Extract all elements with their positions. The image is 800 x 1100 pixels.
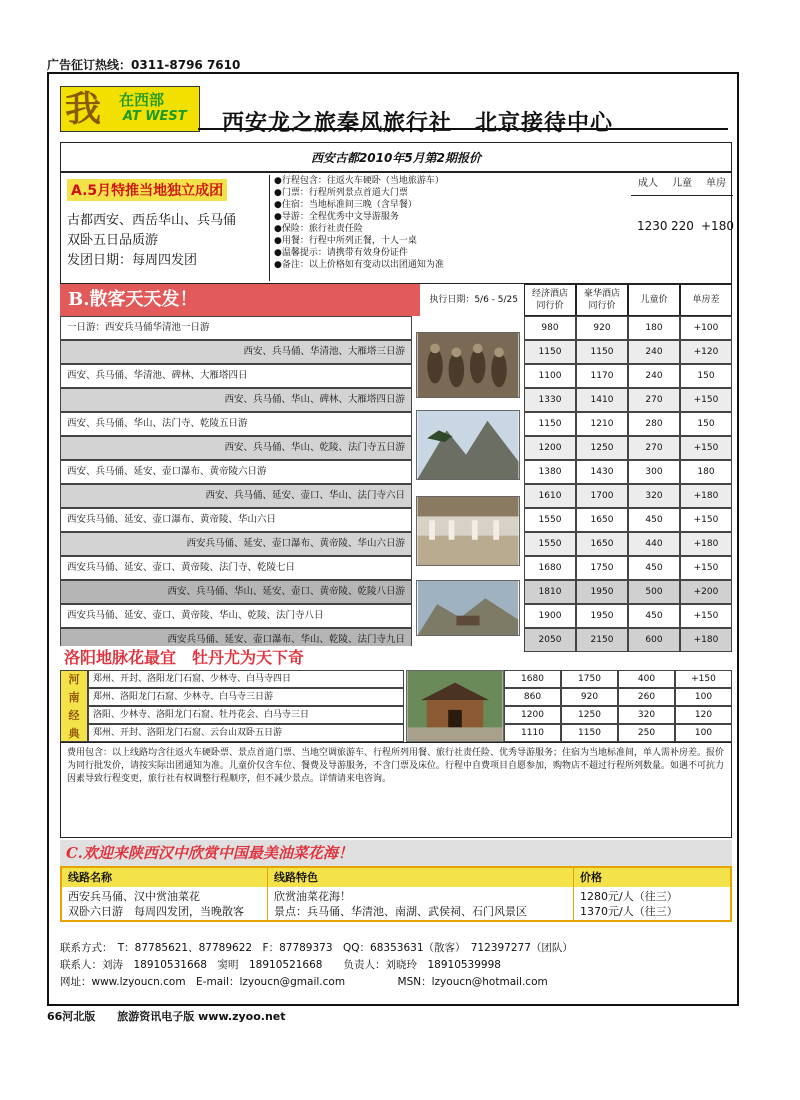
route-price-cell: +150	[680, 604, 732, 628]
route-price-col	[574, 868, 730, 920]
note-line: ●门票：行程所列景点首道大门票	[274, 188, 408, 198]
route-feature-head: 线路特色	[268, 868, 573, 887]
price-adult: 1230	[637, 219, 668, 233]
note-line: ●备注：以上价格如有变动以出团通知为准	[274, 260, 444, 270]
luoyang-title: 洛阳地脉花最宜 牡丹尤为天下奇	[60, 646, 420, 670]
route-row: 西安、兵马俑、华山、碑林、大雁塔四日游	[60, 388, 412, 412]
route-price-cell: 980	[524, 316, 576, 340]
issue-banner: 西安古都2010年5月第2期报价	[60, 142, 732, 172]
at-west-logo	[60, 86, 200, 132]
luoyang-price-cell: 320	[618, 706, 675, 724]
route-name-line: 西安兵马俑、汉中赏油菜花	[68, 890, 200, 903]
route-row: 一日游：西安兵马俑华清池一日游	[60, 316, 412, 340]
section-a-lines	[67, 211, 236, 271]
section-b-date: 执行日期：5/6 - 5/25	[429, 295, 518, 305]
route-row: 西安兵马俑、延安、壶口瀑布、黄帝陵、华山六日游	[60, 532, 412, 556]
route-price-cell: 1330	[524, 388, 576, 412]
contact-line: 网址：www.lzyoucn.com E-mail：lzyoucn@gmail.com MSN：lzyoucn@hotmail.com	[60, 976, 548, 988]
luoyang-route-row: 郑州、洛阳龙门石窟、少林寺、白马寺三日游	[88, 688, 404, 706]
luoyang-price-cell: 920	[561, 688, 618, 706]
route-price-cell: 1380	[524, 460, 576, 484]
route-price-cell: 600	[628, 628, 680, 652]
side-char: 河	[68, 673, 80, 686]
route-price-cell: +200	[680, 580, 732, 604]
route-price-cell: +120	[680, 340, 732, 364]
route-feature-line: 景点：兵马俑、华清池、南湖、武侯祠、石门风景区	[274, 905, 527, 918]
route-price-cell: 240	[628, 340, 680, 364]
route-price-cell: 1200	[524, 436, 576, 460]
luoyang-price-cell: 1250	[561, 706, 618, 724]
note-line: ●用餐：行程中所列正餐，十人一桌	[274, 236, 417, 246]
route-row: 西安兵马俑、延安、壶口、黄帝陵、华山、乾陵、法门寺八日	[60, 604, 412, 628]
route-price-cell: 500	[628, 580, 680, 604]
route-price-cell: 2050	[524, 628, 576, 652]
logo-char: 我	[65, 88, 102, 130]
terracotta-photo	[416, 332, 520, 398]
waterfall-photo	[416, 496, 520, 566]
ad-hotline: 广告征订热线：0311-8796 7610	[47, 58, 241, 72]
route-price-cell: 1550	[524, 508, 576, 532]
route-price-cell: 150	[680, 364, 732, 388]
note-line: ●行程包含：往返火车硬卧（当地旅游车）	[274, 176, 444, 186]
route-price-cell: 450	[628, 556, 680, 580]
route-row: 西安、兵马俑、华山、延安、壶口、黄帝陵、乾陵八日游	[60, 580, 412, 604]
route-row: 西安、兵马俑、华山、乾陵、法门寺五日游	[60, 436, 412, 460]
route-price-cell: 1150	[524, 340, 576, 364]
luoyang-price-cell: 100	[675, 724, 732, 742]
side-char: 南	[68, 691, 80, 704]
route-row: 西安兵马俑、延安、壶口瀑布、黄帝陵、华山六日	[60, 508, 412, 532]
route-price-cell: +150	[680, 508, 732, 532]
route-price-cell: 440	[628, 532, 680, 556]
contact-info	[60, 940, 732, 991]
route-name-col	[62, 868, 268, 920]
route-price-head: 价格	[574, 868, 730, 887]
route-price-cell: 240	[628, 364, 680, 388]
luoyang-price-cell: 250	[618, 724, 675, 742]
head-child: 儿童价	[628, 284, 680, 316]
route-price-cell: 270	[628, 436, 680, 460]
luoyang-route-row: 郑州、开封、洛阳龙门石窟、云台山双卧五日游	[88, 724, 404, 742]
price-child: 220	[671, 219, 694, 233]
price-single: +180	[701, 219, 734, 233]
route-price-line: 1280元/人（往三）	[580, 890, 678, 903]
route-price-cell: 1950	[576, 580, 628, 604]
route-price-cell: +180	[680, 484, 732, 508]
route-price-cell: 1700	[576, 484, 628, 508]
route-price-cell: 1810	[524, 580, 576, 604]
route-row: 西安兵马俑、延安、壶口瀑布、华山、乾陵、法门寺九日	[60, 628, 412, 652]
route-price-cell: 320	[628, 484, 680, 508]
route-row: 西安、兵马俑、华清池、大雁塔三日游	[60, 340, 412, 364]
side-char: 典	[68, 727, 80, 740]
route-row: 西安、兵马俑、华清池、碑林、大雁塔四日	[60, 364, 412, 388]
luoyang-price-cell: 400	[618, 670, 675, 688]
head-economy: 经济酒店 同行价	[524, 284, 576, 316]
route-price-cell: 280	[628, 412, 680, 436]
route-price-cell: 1900	[524, 604, 576, 628]
route-price-cell: 1650	[576, 508, 628, 532]
route-price-cell: 180	[680, 460, 732, 484]
section-b-title: B.散客天天发！	[60, 284, 420, 316]
note-line: ●住宿：当地标准间三晚（含早餐）	[274, 200, 417, 210]
note-line: ●导游：全程优秀中文导游服务	[274, 212, 399, 222]
route-price-cell: 1680	[524, 556, 576, 580]
route-price-cell: 270	[628, 388, 680, 412]
route-feature-line: 欣赏油菜花海！	[274, 890, 351, 903]
route-price-cell: 300	[628, 460, 680, 484]
route-price-cell: +180	[680, 532, 732, 556]
route-row: 西安、兵马俑、延安、壶口、华山、法门寺六日	[60, 484, 412, 508]
route-price-cell: +150	[680, 388, 732, 412]
temple-photo	[406, 670, 504, 742]
luoyang-route-row: 洛阳、少林寺、洛阳龙门石窟、牡丹花会、白马寺三日	[88, 706, 404, 724]
route-price-cell: 180	[628, 316, 680, 340]
price-head-adult: 成人	[631, 173, 665, 196]
route-price-cell: 1750	[576, 556, 628, 580]
route-price-line: 1370元/人（往三）	[580, 905, 678, 918]
henan-side-label	[60, 670, 88, 742]
section-a-notes	[269, 175, 631, 281]
route-price-cell: 1150	[576, 340, 628, 364]
route-price-cell: +150	[680, 556, 732, 580]
section-a-title: A.5月特推当地独立成团	[67, 179, 227, 201]
route-price-cell: 1210	[576, 412, 628, 436]
luoyang-price-cell: 1110	[504, 724, 561, 742]
luoyang-price-cell: 860	[504, 688, 561, 706]
section-a-line: 双卧五日品质游	[67, 233, 159, 248]
route-price-cell: 1550	[524, 532, 576, 556]
route-price-cell: 150	[680, 412, 732, 436]
route-name-head: 线路名称	[62, 868, 267, 887]
route-price-cell: 1100	[524, 364, 576, 388]
head-single: 单房差	[680, 284, 732, 316]
contact-line: 联系方式： T：87785621、87789622 F：87789373 QQ：68353631（散客） 712397277（团队）	[60, 942, 573, 954]
route-price-cell: 2150	[576, 628, 628, 652]
note-line: ●保险：旅行社责任险	[274, 224, 363, 234]
head-luxury: 豪华酒店 同行价	[576, 284, 628, 316]
luoyang-price-cell: 1750	[561, 670, 618, 688]
luoyang-price-cell: 1680	[504, 670, 561, 688]
route-price-cell: 1950	[576, 604, 628, 628]
contact-line: 联系人：刘涛 18910531668 窦明 18910521668 负责人：刘晓玲 18910539998	[60, 959, 501, 971]
route-price-cell: 1650	[576, 532, 628, 556]
price-head-single: 单房	[699, 173, 733, 196]
route-price-cell: 920	[576, 316, 628, 340]
mountain-temple-photo	[416, 580, 520, 636]
section-a	[60, 172, 732, 284]
route-price-cell: +100	[680, 316, 732, 340]
side-char: 经	[68, 709, 80, 722]
route-row: 西安兵马俑、延安、壶口、黄帝陵、法门寺、乾陵七日	[60, 556, 412, 580]
route-price-cell: 1170	[576, 364, 628, 388]
huashan-photo	[416, 410, 520, 480]
route-price-cell: 1250	[576, 436, 628, 460]
luoyang-price-cell: 260	[618, 688, 675, 706]
route-price-cell: 450	[628, 604, 680, 628]
logo-en: AT WEST	[123, 109, 187, 124]
section-c-table	[60, 866, 732, 922]
luoyang-route-row: 郑州、开封、洛阳龙门石窟、少林寺、白马寺四日	[88, 670, 404, 688]
route-price-cell: 1150	[524, 412, 576, 436]
route-price-cell: 1430	[576, 460, 628, 484]
luoyang-price-cell: 1150	[561, 724, 618, 742]
section-a-line: 发团日期：每周四发团	[67, 253, 198, 268]
route-feature-col	[268, 868, 574, 920]
route-price-cell: +150	[680, 436, 732, 460]
section-a-line: 古都西安、西岳华山、兵马俑	[67, 213, 237, 228]
route-row: 西安、兵马俑、华山、法门寺、乾陵五日游	[60, 412, 412, 436]
company-name: 西安龙之旅秦风旅行社 北京接待中心	[222, 110, 614, 136]
price-head-child: 儿童	[665, 173, 699, 196]
fee-description: 费用包含：以上线路均含往返火车硬卧票、景点首道门票、当地空调旅游车、行程所列用餐、旅行社责任险、优秀导游服务；住宿为当地标准间，单人需补房差。报价为同行批发价，请按实际出团通知为准。儿童价仅含车位、餐费及导游服务，不含门票及床位。行程中自费项目自愿参加，购物店不超过行程所列数量。如遇不可抗力因素导致行程变更，旅行社有权调整行程顺序，但不减少景点。详情请来电咨询。	[60, 742, 732, 838]
luoyang-price-cell: 1200	[504, 706, 561, 724]
route-price-cell: 1410	[576, 388, 628, 412]
luoyang-price-cell: +150	[675, 670, 732, 688]
luoyang-price-cell: 120	[675, 706, 732, 724]
section-c-title: C.欢迎来陕西汉中欣赏中国最美油菜花海！	[60, 840, 732, 866]
route-row: 西安、兵马俑、延安、壶口瀑布、黄帝陵六日游	[60, 460, 412, 484]
route-price-cell: 1610	[524, 484, 576, 508]
route-name-line: 双卧六日游 每周四发团，当晚散客	[68, 905, 244, 918]
route-price-cell: 450	[628, 508, 680, 532]
page-footer: 66河北版 旅游资讯电子版 www.zyoo.net	[47, 1010, 286, 1023]
luoyang-price-cell: 100	[675, 688, 732, 706]
logo-zx: 在西部	[119, 91, 165, 109]
note-line: ●温馨提示：请携带有效身份证件	[274, 248, 408, 258]
route-price-cell: +180	[680, 628, 732, 652]
